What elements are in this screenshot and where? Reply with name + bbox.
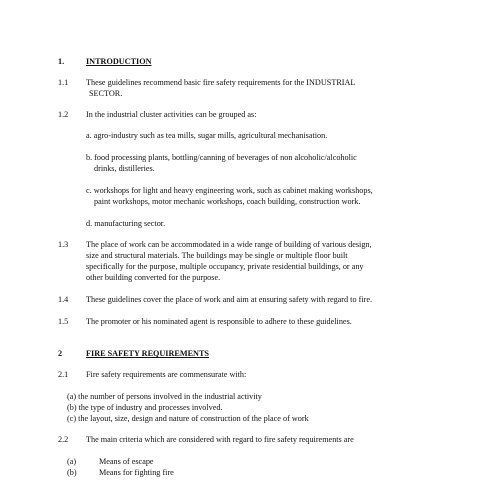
item-text-line: other building converted for the purpose. [86, 273, 221, 282]
item-number: 2.2 [58, 435, 69, 444]
item-text-line: These guidelines cover the place of work and aim at ensuring safety with regard to fire. [86, 295, 373, 304]
item-text-line: The main criteria which are considered with regard to fire safety requirements are [86, 435, 354, 444]
list-item: d. manufacturing sector. [86, 219, 166, 228]
item-text-line: These guidelines recommend basic fire safety requirements for the INDUSTRIAL [86, 78, 356, 87]
list-item: Means for fighting fire [99, 468, 174, 477]
item-number: 1.4 [58, 295, 69, 304]
item-text-line: The place of work can be accommodated in a wide range of building of various design, [86, 240, 372, 249]
section-title: FIRE SAFETY REQUIREMENTS [86, 349, 209, 358]
list-item: Means of escape [99, 457, 154, 466]
section-number: 1. [58, 57, 65, 66]
item-text-line: SECTOR. [89, 89, 123, 98]
list-item: b. food processing plants, bottling/canning of beverages of non alcoholic/alcoholic [86, 153, 357, 162]
list-item: (c) the layout, size, design and nature of construction of the place of work [67, 414, 309, 423]
list-item-label: (b) [67, 468, 77, 477]
list-item: (b) the type of industry and processes involved. [67, 403, 223, 412]
list-item: a. agro-industry such as tea mills, sugar mills, agricultural mechanisation. [86, 131, 328, 140]
section-title: INTRODUCTION [86, 57, 152, 66]
item-number: 1.5 [58, 317, 69, 326]
item-number: 2.1 [58, 370, 69, 379]
item-text-line: The promoter or his nominated agent is responsible to adhere to these guidelines. [86, 317, 352, 326]
list-item-continuation: drinks, distilleries. [94, 164, 155, 173]
item-number: 1.2 [58, 110, 69, 119]
item-text-line: size and structural materials. The buildings may be single or multiple floor built [86, 251, 348, 260]
section-number: 2 [58, 349, 63, 358]
list-item: c. workshops for light and heavy engineering work, such as cabinet making workshops, [86, 186, 373, 195]
item-text-line: specifically for the purpose, multiple occupancy, private residential buildings, or any [86, 262, 364, 271]
item-text-line: In the industrial cluster activities can be grouped as: [86, 110, 257, 119]
item-number: 1.1 [58, 78, 69, 87]
list-item: (a) the number of persons involved in the industrial activity [67, 392, 262, 401]
item-number: 1.3 [58, 240, 69, 249]
item-text-line: Fire safety requirements are commensurate with: [86, 370, 247, 379]
list-item-label: (a) [67, 457, 77, 466]
list-item-continuation: paint workshops, motor mechanic workshops, coach building, construction work. [94, 197, 361, 206]
